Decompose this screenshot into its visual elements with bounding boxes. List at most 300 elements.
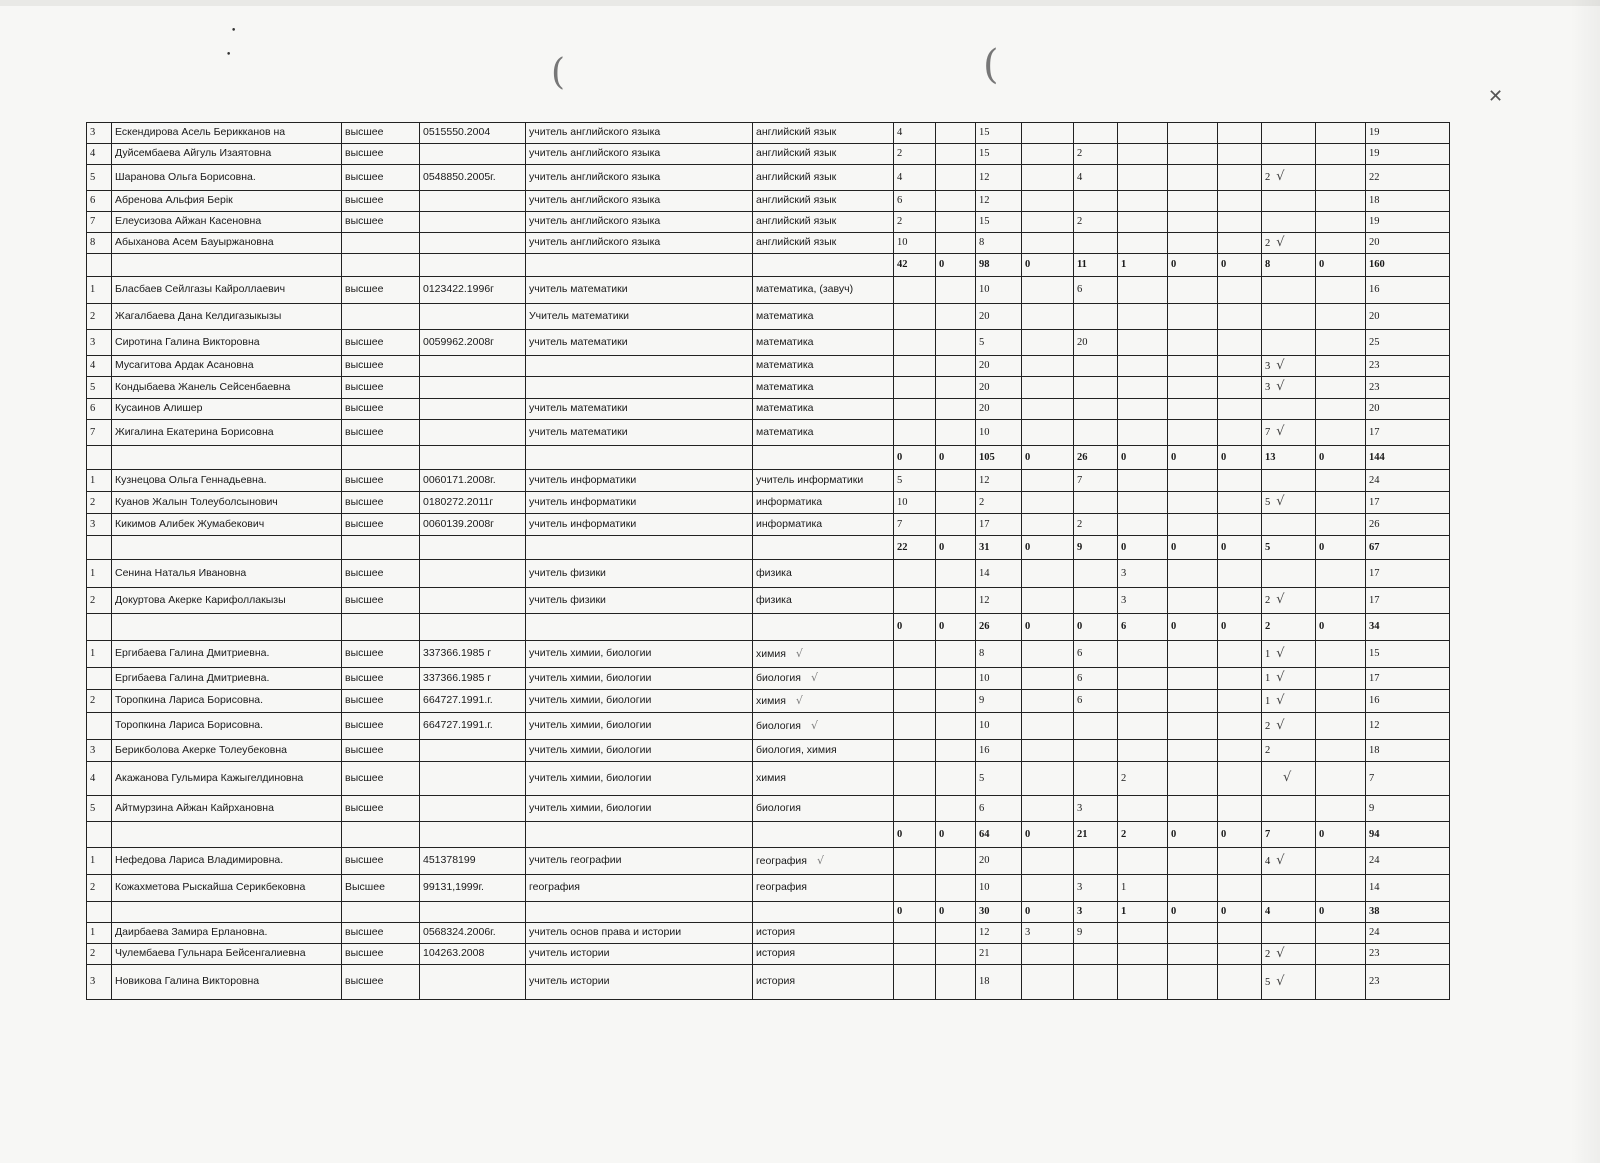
diploma-number-cell — [420, 356, 526, 377]
hours-cell-10: 0 — [1316, 822, 1366, 848]
hours-cell-1 — [894, 923, 936, 944]
hours-cell-3: 21 — [976, 944, 1022, 965]
hours-cell-9 — [1262, 420, 1316, 446]
teacher-name-cell: Ескендирова Асель Берикканов на — [112, 123, 342, 144]
hours-cell-1 — [894, 965, 936, 1000]
hours-cell-6 — [1118, 144, 1168, 165]
hours-cell-1 — [894, 668, 936, 690]
hours-cell-7 — [1168, 377, 1218, 399]
education-cell: высшее — [342, 740, 420, 762]
hours-cell-6 — [1118, 740, 1168, 762]
subject-cell: математика — [753, 377, 894, 399]
hours-cell-3: 26 — [976, 614, 1022, 641]
education-cell: высшее — [342, 212, 420, 233]
diploma-number-cell — [420, 762, 526, 796]
hours-cell-6 — [1118, 165, 1168, 191]
teacher-name-cell: Кожахметова Рыскайша Серикбековна — [112, 875, 342, 902]
hours-cell-3: 6 — [976, 796, 1022, 822]
teacher-name-cell: Нефедова Лариса Владимировна. — [112, 848, 342, 875]
checkmark-icon: √ — [1276, 692, 1285, 708]
hours-cell-2 — [936, 420, 976, 446]
hours-cell-11: 23 — [1366, 356, 1450, 377]
diploma-number-cell — [420, 254, 526, 277]
specialty-cell — [526, 254, 753, 277]
hours-cell-10 — [1316, 796, 1366, 822]
hours-cell-3: 15 — [976, 123, 1022, 144]
hours-cell-8 — [1218, 420, 1262, 446]
hours-cell-2 — [936, 233, 976, 254]
hours-cell-6 — [1118, 470, 1168, 492]
hours-cell-1 — [894, 641, 936, 668]
specialty-cell — [526, 614, 753, 641]
row-number-cell: 3 — [87, 740, 112, 762]
subject-cell — [753, 690, 894, 713]
hours-cell-5: 21 — [1074, 822, 1118, 848]
hours-cell-11: 18 — [1366, 191, 1450, 212]
hours-cell-1 — [894, 420, 936, 446]
hours-cell-7 — [1168, 875, 1218, 902]
specialty-cell — [526, 536, 753, 560]
hours-cell-5: 20 — [1074, 330, 1118, 356]
specialty-cell — [526, 902, 753, 923]
table-row — [87, 191, 1450, 212]
hours-cell-2 — [936, 848, 976, 875]
hours-cell-10: 0 — [1316, 902, 1366, 923]
hours-cell-10 — [1316, 690, 1366, 713]
hours-cell-3: 5 — [976, 330, 1022, 356]
row-number-cell: 4 — [87, 356, 112, 377]
hours-value: 5 — [1265, 976, 1271, 988]
subject-cell — [753, 713, 894, 740]
teacher-name-cell: Абренова Альфия Берік — [112, 191, 342, 212]
row-number-cell: 1 — [87, 560, 112, 588]
hours-cell-2 — [936, 965, 976, 1000]
hours-cell-9 — [1262, 304, 1316, 330]
hours-cell-3: 31 — [976, 536, 1022, 560]
hours-cell-11: 24 — [1366, 848, 1450, 875]
subject-cell: английский язык — [753, 212, 894, 233]
hours-cell-10: 0 — [1316, 614, 1366, 641]
hours-value: 5 — [1265, 497, 1271, 509]
subject-cell — [753, 446, 894, 470]
row-number-cell: 6 — [87, 191, 112, 212]
hours-cell-1: 7 — [894, 514, 936, 536]
hours-cell-11: 7 — [1366, 762, 1450, 796]
subtotal-row — [87, 254, 1450, 277]
hours-cell-11: 17 — [1366, 560, 1450, 588]
hours-cell-6: 2 — [1118, 762, 1168, 796]
hours-cell-9: 5 — [1262, 536, 1316, 560]
hours-cell-9: 8 — [1262, 254, 1316, 277]
row-number-cell: 7 — [87, 420, 112, 446]
subject-cell: учитель информатики — [753, 470, 894, 492]
teacher-name-cell: Новикова Галина Викторовна — [112, 965, 342, 1000]
hours-cell-4: 0 — [1022, 536, 1074, 560]
teacher-name-cell — [112, 822, 342, 848]
hours-cell-7: 0 — [1168, 446, 1218, 470]
row-number-cell — [87, 536, 112, 560]
row-number-cell: 3 — [87, 514, 112, 536]
row-number-cell: 2 — [87, 588, 112, 614]
hours-cell-9 — [1262, 923, 1316, 944]
hours-cell-2 — [936, 377, 976, 399]
hours-cell-9 — [1262, 514, 1316, 536]
hours-cell-4 — [1022, 144, 1074, 165]
hours-cell-5: 26 — [1074, 446, 1118, 470]
hours-cell-9 — [1262, 690, 1316, 713]
hours-cell-5: 3 — [1074, 875, 1118, 902]
hours-cell-10 — [1316, 944, 1366, 965]
hours-cell-6 — [1118, 377, 1168, 399]
hours-cell-8: 0 — [1218, 822, 1262, 848]
table-row — [87, 944, 1450, 965]
hours-cell-8 — [1218, 514, 1262, 536]
hours-cell-3: 20 — [976, 304, 1022, 330]
specialty-cell: учитель физики — [526, 560, 753, 588]
specialty-cell: учитель химии, биологии — [526, 690, 753, 713]
staff-load-table — [86, 122, 1450, 1000]
hours-cell-9 — [1262, 212, 1316, 233]
table-row — [87, 470, 1450, 492]
diploma-number-cell — [420, 399, 526, 420]
teacher-name-cell: Елеусизова Айжан Касеновна — [112, 212, 342, 233]
hours-cell-9 — [1262, 356, 1316, 377]
hours-cell-10 — [1316, 713, 1366, 740]
diploma-number-cell: 337366.1985 г — [420, 668, 526, 690]
diploma-number-cell — [420, 740, 526, 762]
hours-cell-8 — [1218, 470, 1262, 492]
hours-cell-10 — [1316, 875, 1366, 902]
specialty-cell: учитель английского языка — [526, 144, 753, 165]
hours-cell-8 — [1218, 762, 1262, 796]
diploma-number-cell: 0123422.1996г — [420, 277, 526, 304]
hours-cell-10 — [1316, 668, 1366, 690]
specialty-cell — [526, 446, 753, 470]
hours-cell-3: 12 — [976, 165, 1022, 191]
hours-cell-1: 4 — [894, 123, 936, 144]
hours-cell-3: 17 — [976, 514, 1022, 536]
hours-cell-1: 0 — [894, 614, 936, 641]
hours-value: 1 — [1265, 648, 1271, 660]
hours-cell-6: 1 — [1118, 902, 1168, 923]
hours-cell-2 — [936, 356, 976, 377]
hours-cell-4 — [1022, 514, 1074, 536]
table-row — [87, 848, 1450, 875]
hours-cell-11: 24 — [1366, 923, 1450, 944]
subject-cell: математика — [753, 399, 894, 420]
row-number-cell — [87, 254, 112, 277]
hours-cell-4 — [1022, 356, 1074, 377]
hours-cell-8 — [1218, 796, 1262, 822]
hours-cell-3: 12 — [976, 470, 1022, 492]
subject-cell: английский язык — [753, 233, 894, 254]
hours-cell-11: 38 — [1366, 902, 1450, 923]
specialty-cell: учитель английского языка — [526, 123, 753, 144]
specialty-cell: учитель английского языка — [526, 212, 753, 233]
hours-cell-1: 42 — [894, 254, 936, 277]
checkmark-icon: √ — [1276, 357, 1285, 373]
specialty-cell: учитель химии, биологии — [526, 641, 753, 668]
hours-cell-6: 1 — [1118, 875, 1168, 902]
row-number-cell: 4 — [87, 144, 112, 165]
hours-cell-1 — [894, 399, 936, 420]
hours-cell-9 — [1262, 944, 1316, 965]
specialty-cell: учитель основ права и истории — [526, 923, 753, 944]
hours-cell-9: 4 — [1262, 902, 1316, 923]
hours-cell-6 — [1118, 191, 1168, 212]
hours-cell-2: 0 — [936, 822, 976, 848]
table-row — [87, 762, 1450, 796]
hours-cell-11: 12 — [1366, 713, 1450, 740]
subject-cell — [753, 822, 894, 848]
hours-cell-1 — [894, 944, 936, 965]
hours-cell-11: 14 — [1366, 875, 1450, 902]
hours-cell-8 — [1218, 165, 1262, 191]
diploma-number-cell — [420, 191, 526, 212]
education-cell: высшее — [342, 848, 420, 875]
hours-cell-8 — [1218, 144, 1262, 165]
row-number-cell: 1 — [87, 923, 112, 944]
specialty-cell: учитель истории — [526, 944, 753, 965]
hours-cell-7 — [1168, 588, 1218, 614]
hours-cell-5: 2 — [1074, 514, 1118, 536]
checkmark-icon: √ — [1276, 645, 1285, 661]
hours-cell-1: 2 — [894, 144, 936, 165]
table-row — [87, 588, 1450, 614]
hours-cell-6 — [1118, 713, 1168, 740]
hours-cell-10 — [1316, 191, 1366, 212]
hours-cell-7: 0 — [1168, 536, 1218, 560]
checkmark-icon: √ — [810, 718, 818, 732]
subject-cell: математика — [753, 420, 894, 446]
hours-cell-6: 0 — [1118, 446, 1168, 470]
hours-cell-11: 16 — [1366, 690, 1450, 713]
education-cell: высшее — [342, 923, 420, 944]
hours-cell-1 — [894, 713, 936, 740]
hours-cell-9 — [1262, 762, 1316, 796]
subtotal-row — [87, 446, 1450, 470]
table-row — [87, 641, 1450, 668]
hours-cell-1 — [894, 588, 936, 614]
hours-cell-5: 3 — [1074, 902, 1118, 923]
hours-cell-3: 14 — [976, 560, 1022, 588]
hours-cell-8 — [1218, 668, 1262, 690]
hours-cell-1: 0 — [894, 822, 936, 848]
row-number-cell: 2 — [87, 492, 112, 514]
row-number-cell: 5 — [87, 377, 112, 399]
hours-cell-9 — [1262, 796, 1316, 822]
diploma-number-cell — [420, 446, 526, 470]
hours-cell-7 — [1168, 560, 1218, 588]
subject-cell: физика — [753, 588, 894, 614]
hours-cell-9: 7 — [1262, 822, 1316, 848]
hours-cell-7: 0 — [1168, 614, 1218, 641]
diploma-number-cell — [420, 796, 526, 822]
hours-value: 1 — [1265, 695, 1271, 707]
education-cell: высшее — [342, 356, 420, 377]
subject-cell: история — [753, 944, 894, 965]
checkmark-icon: √ — [1276, 717, 1285, 733]
hours-cell-6 — [1118, 514, 1168, 536]
diploma-number-cell: 99131,1999г. — [420, 875, 526, 902]
education-cell: высшее — [342, 399, 420, 420]
hours-cell-6 — [1118, 641, 1168, 668]
hours-cell-9 — [1262, 144, 1316, 165]
hours-cell-2 — [936, 212, 976, 233]
hours-cell-2 — [936, 668, 976, 690]
hours-cell-6 — [1118, 848, 1168, 875]
hours-cell-8 — [1218, 713, 1262, 740]
hours-value: 2 — [1265, 720, 1271, 732]
hours-cell-2 — [936, 923, 976, 944]
hours-value: 3 — [1265, 382, 1271, 394]
hours-cell-6 — [1118, 492, 1168, 514]
hours-cell-9 — [1262, 588, 1316, 614]
hours-cell-7 — [1168, 965, 1218, 1000]
hours-cell-5 — [1074, 848, 1118, 875]
diploma-number-cell — [420, 614, 526, 641]
education-cell — [342, 536, 420, 560]
hours-cell-3: 10 — [976, 420, 1022, 446]
hours-cell-1 — [894, 377, 936, 399]
hours-cell-4: 0 — [1022, 254, 1074, 277]
specialty-cell — [526, 356, 753, 377]
hours-cell-9 — [1262, 713, 1316, 740]
diploma-number-cell — [420, 822, 526, 848]
hours-cell-10 — [1316, 330, 1366, 356]
row-number-cell: 2 — [87, 875, 112, 902]
hours-cell-6: 1 — [1118, 254, 1168, 277]
table-row — [87, 277, 1450, 304]
hours-cell-6: 3 — [1118, 588, 1168, 614]
hours-cell-9 — [1262, 399, 1316, 420]
table-row — [87, 796, 1450, 822]
specialty-cell: учитель информатики — [526, 514, 753, 536]
hours-cell-5: 11 — [1074, 254, 1118, 277]
subject-cell: информатика — [753, 492, 894, 514]
hours-cell-10 — [1316, 377, 1366, 399]
hours-cell-11: 26 — [1366, 514, 1450, 536]
hours-cell-5 — [1074, 356, 1118, 377]
hours-value: 1 — [1265, 673, 1271, 685]
education-cell: высшее — [342, 965, 420, 1000]
specialty-cell: учитель математики — [526, 420, 753, 446]
hours-cell-7 — [1168, 165, 1218, 191]
hours-cell-11: 15 — [1366, 641, 1450, 668]
diploma-number-cell — [420, 588, 526, 614]
row-number-cell: 2 — [87, 304, 112, 330]
hours-cell-7 — [1168, 641, 1218, 668]
hours-cell-3: 10 — [976, 277, 1022, 304]
specialty-cell — [526, 822, 753, 848]
teacher-name-cell: Куанов Жалын Толеуболсынович — [112, 492, 342, 514]
hours-cell-11: 23 — [1366, 377, 1450, 399]
hours-cell-5: 9 — [1074, 923, 1118, 944]
table-row — [87, 875, 1450, 902]
hours-cell-6 — [1118, 356, 1168, 377]
education-cell: высшее — [342, 123, 420, 144]
table-row — [87, 923, 1450, 944]
hours-cell-4 — [1022, 875, 1074, 902]
hours-cell-7 — [1168, 304, 1218, 330]
subject-cell: биология — [753, 796, 894, 822]
hours-cell-10 — [1316, 492, 1366, 514]
hours-cell-3: 20 — [976, 356, 1022, 377]
row-number-cell: 1 — [87, 277, 112, 304]
hours-cell-6 — [1118, 420, 1168, 446]
diploma-number-cell — [420, 377, 526, 399]
hours-cell-5: 6 — [1074, 690, 1118, 713]
hours-cell-3: 12 — [976, 191, 1022, 212]
hours-cell-10 — [1316, 848, 1366, 875]
hours-cell-10 — [1316, 740, 1366, 762]
hours-cell-10 — [1316, 641, 1366, 668]
hours-cell-5: 6 — [1074, 668, 1118, 690]
hours-cell-7: 0 — [1168, 822, 1218, 848]
checkmark-icon: √ — [1276, 973, 1285, 989]
hours-cell-3: 5 — [976, 762, 1022, 796]
hours-cell-10: 0 — [1316, 446, 1366, 470]
hours-cell-4 — [1022, 377, 1074, 399]
hours-cell-1 — [894, 277, 936, 304]
diploma-number-cell: 0548850.2005г. — [420, 165, 526, 191]
education-cell: высшее — [342, 277, 420, 304]
row-number-cell — [87, 902, 112, 923]
table-row — [87, 330, 1450, 356]
hours-cell-8 — [1218, 848, 1262, 875]
checkmark-icon: √ — [1276, 670, 1285, 686]
hours-cell-2 — [936, 165, 976, 191]
hours-cell-1 — [894, 356, 936, 377]
teacher-name-cell: Кикимов Алибек Жумабекович — [112, 514, 342, 536]
diploma-number-cell: 0060139.2008г — [420, 514, 526, 536]
subject-cell — [753, 536, 894, 560]
subtotal-row — [87, 822, 1450, 848]
hours-cell-11: 9 — [1366, 796, 1450, 822]
teacher-name-cell: Торопкина Лариса Борисовна. — [112, 690, 342, 713]
checkmark-icon: √ — [1276, 494, 1285, 510]
hours-cell-11: 67 — [1366, 536, 1450, 560]
checkmark-icon: √ — [816, 853, 824, 867]
hours-cell-2 — [936, 690, 976, 713]
hours-cell-10 — [1316, 304, 1366, 330]
hours-cell-11: 20 — [1366, 399, 1450, 420]
hours-cell-1 — [894, 762, 936, 796]
hours-cell-6 — [1118, 330, 1168, 356]
hours-cell-9: 2 — [1262, 740, 1316, 762]
subject-cell — [753, 254, 894, 277]
hours-cell-2 — [936, 944, 976, 965]
table-row — [87, 233, 1450, 254]
hours-cell-4 — [1022, 690, 1074, 713]
row-number-cell: 1 — [87, 470, 112, 492]
table-row — [87, 123, 1450, 144]
hours-cell-5: 6 — [1074, 641, 1118, 668]
hours-cell-2 — [936, 875, 976, 902]
hours-cell-10: 0 — [1316, 536, 1366, 560]
hours-cell-2 — [936, 588, 976, 614]
hours-cell-11: 17 — [1366, 492, 1450, 514]
table-row — [87, 560, 1450, 588]
hours-cell-7 — [1168, 514, 1218, 536]
hours-cell-8 — [1218, 377, 1262, 399]
education-cell — [342, 446, 420, 470]
hours-cell-6 — [1118, 304, 1168, 330]
hours-cell-2 — [936, 123, 976, 144]
hours-cell-5 — [1074, 377, 1118, 399]
teacher-name-cell — [112, 254, 342, 277]
table-row — [87, 713, 1450, 740]
